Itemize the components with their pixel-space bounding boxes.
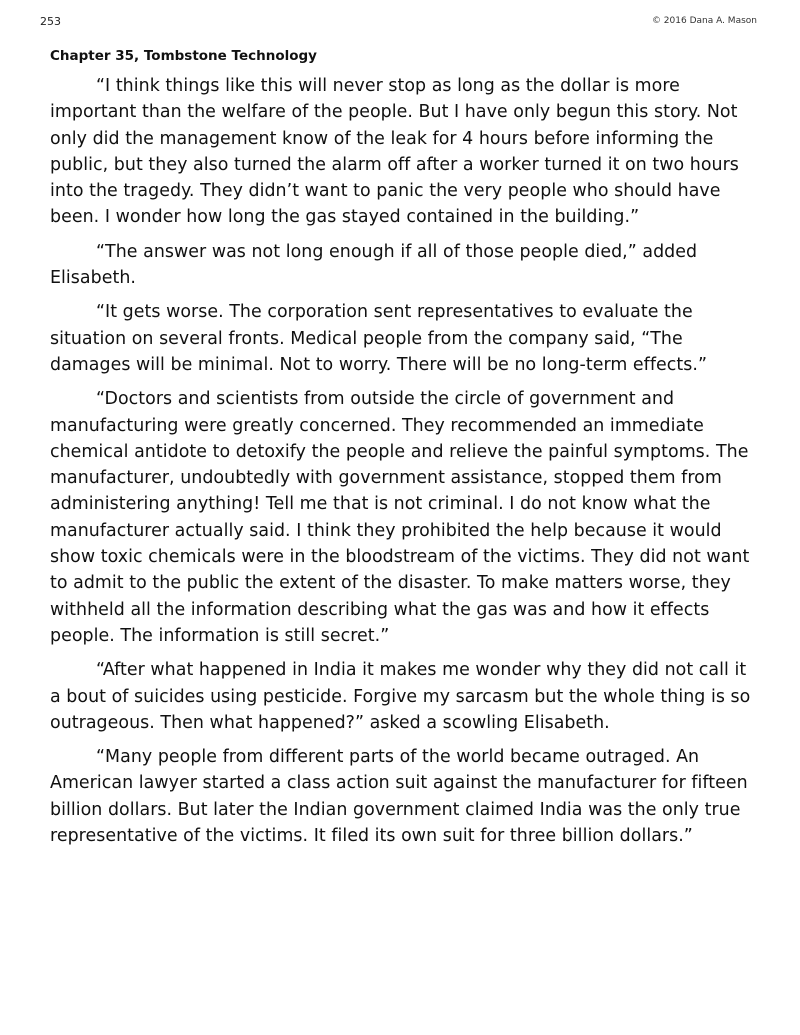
paragraph: “The answer was not long enough if all of those people died,” added Elisabeth. xyxy=(50,241,698,289)
paragraph: “I think things like this will never stop as long as the dollar is more important than the welfare of the people. But I have only begun this story. Not only did the management know of the leak for 4 hours before informing the public, but they also turned the alarm off after a worker turned it on two hours into the tragedy. They didn’t want to panic the very people who should have been. I wonder how long the gas stayed contained in the building.” xyxy=(50,76,739,228)
paragraph: “Many people from different parts of the world became outraged. An American lawyer started a class action suit against the manufacturer for fifteen billion dollars. But later the Indian government claimed India was the only true representative of the victims. It filed its own suit for three billion dollars.” xyxy=(50,747,748,847)
paragraph: “After what happened in India it makes me wonder why they did not call it a bout of suicides using pesticide. Forgive my sarcasm but the whole thing is so outrageous. Then what happened?” asked a scowling Elisabeth. xyxy=(50,660,751,733)
copyright-notice: © 2016 Dana A. Mason xyxy=(651,16,757,26)
paragraph: “It gets worse. The corporation sent representatives to evaluate the situation on several fronts. Medical people from the company said, “The damages will be minimal. Not to worry. There will be no long-term effects.” xyxy=(50,302,707,375)
page-number: 253 xyxy=(40,15,61,28)
chapter-heading: Chapter 35, Tombstone Technology xyxy=(50,48,317,64)
paragraph: “Doctors and scientists from outside the circle of government and manufacturing were greatly concerned. They recommended an immediate chemical antidote to detoxify the people and relieve the painful symptoms. The manufacturer, undoubtedly with government assistance, stopped them from administering anything! Tell me that is not criminal. I do not know what the manufacturer actually said. I think they prohibited the help because it would show toxic chemicals were in the bloodstream of the victims. They did not want to admit to the public the extent of the disaster. To make matters worse, they withheld all the information describing what the gas was and how it effects people. The information is still secret.” xyxy=(50,389,750,646)
body-text xyxy=(50,73,762,857)
